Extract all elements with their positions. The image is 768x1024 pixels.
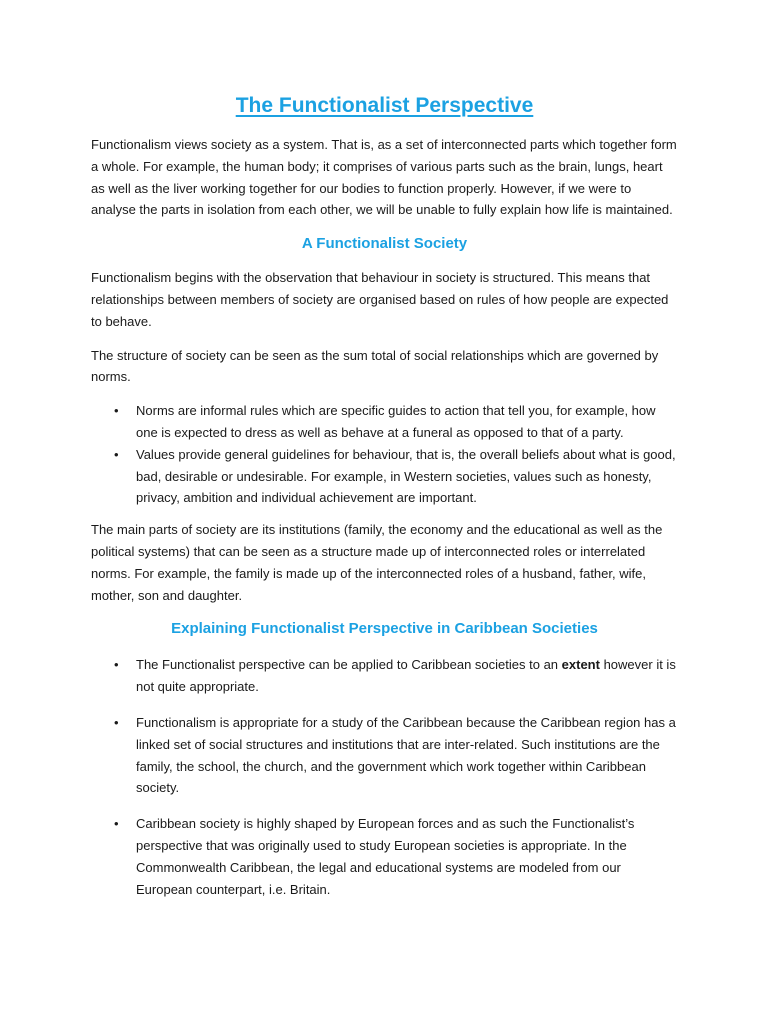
section1-paragraph-2: The structure of society can be seen as the sum total of social relationships which are governed by norms. [91, 347, 659, 385]
caribbean-list [91, 654, 678, 900]
emphasis-extent: extent [561, 657, 600, 673]
list-item-extent [91, 654, 678, 698]
list-item-norms [91, 400, 678, 444]
section-heading-caribbean: Explaining Functionalist Perspective in Caribbean Societies [171, 620, 598, 638]
list-item-text-pre: The Functionalist perspective can be applied to Caribbean societies to an [136, 657, 562, 673]
norms-values-list [91, 400, 678, 509]
bullet-icon: • [114, 446, 119, 462]
list-item-european-forces [91, 813, 678, 900]
list-item-text: Values provide general guidelines for behaviour, that is, the overall beliefs about what is good, bad, desirable or undesirable. For example, in Western societies, values such as honesty, privacy, ambition and individual achievement are important. [136, 446, 676, 506]
bullet-icon: • [114, 816, 119, 832]
document-title: The Functionalist Perspective [235, 94, 534, 117]
list-item-appropriate [91, 712, 678, 799]
list-item-text: Functionalism is appropriate for a study of the Caribbean because the Caribbean region has a linked set of social structures and institutions that are inter-related. Such institutions are the family, the school, the church, and the government which work together within Caribbean society. [136, 714, 676, 796]
list-item-text: Norms are informal rules which are specific guides to action that tell you, for example, how one is expected to dress as well as behave at a funeral as opposed to that of a party. [136, 403, 656, 440]
bullet-icon: • [114, 657, 119, 673]
list-item-text-post: however it is not quite appropriate. [136, 657, 676, 695]
intro-paragraph: Functionalism views society as a system. That is, as a set of interconnected parts which together form a whole. For example, the human body; it comprises of various parts such as the brain, lungs, heart as well as the liver working together for our bodies to function properly. However, if we were to analyse the parts in isolation from each other, we will be unable to fully explain how life is maintained. [91, 137, 677, 218]
list-item-text: Caribbean society is highly shaped by European forces and as such the Functionalist’s perspective that was originally used to study European societies is appropriate. In the Commonwealth Caribbean, the legal and educational systems are modeled from our European counterpart, i.e. Britain. [136, 816, 635, 897]
bullet-icon: • [114, 714, 119, 730]
list-item-values [91, 444, 678, 509]
section-heading-functionalist-society: A Functionalist Society [301, 235, 468, 253]
section1-paragraph-3: The main parts of society are its institutions (family, the economy and the educational as well as the political systems) that can be seen as a structure made up of interconnected roles or interrelated norms. For example, the family is made up of the interconnected roles of a husband, father, wife, mother, son and daughter. [91, 522, 663, 603]
section1-paragraph-1: Functionalism begins with the observation that behaviour in society is structured. This means that relationships between members of society are organised based on rules of how people are expected to behave. [91, 270, 669, 329]
bullet-icon: • [114, 403, 119, 419]
